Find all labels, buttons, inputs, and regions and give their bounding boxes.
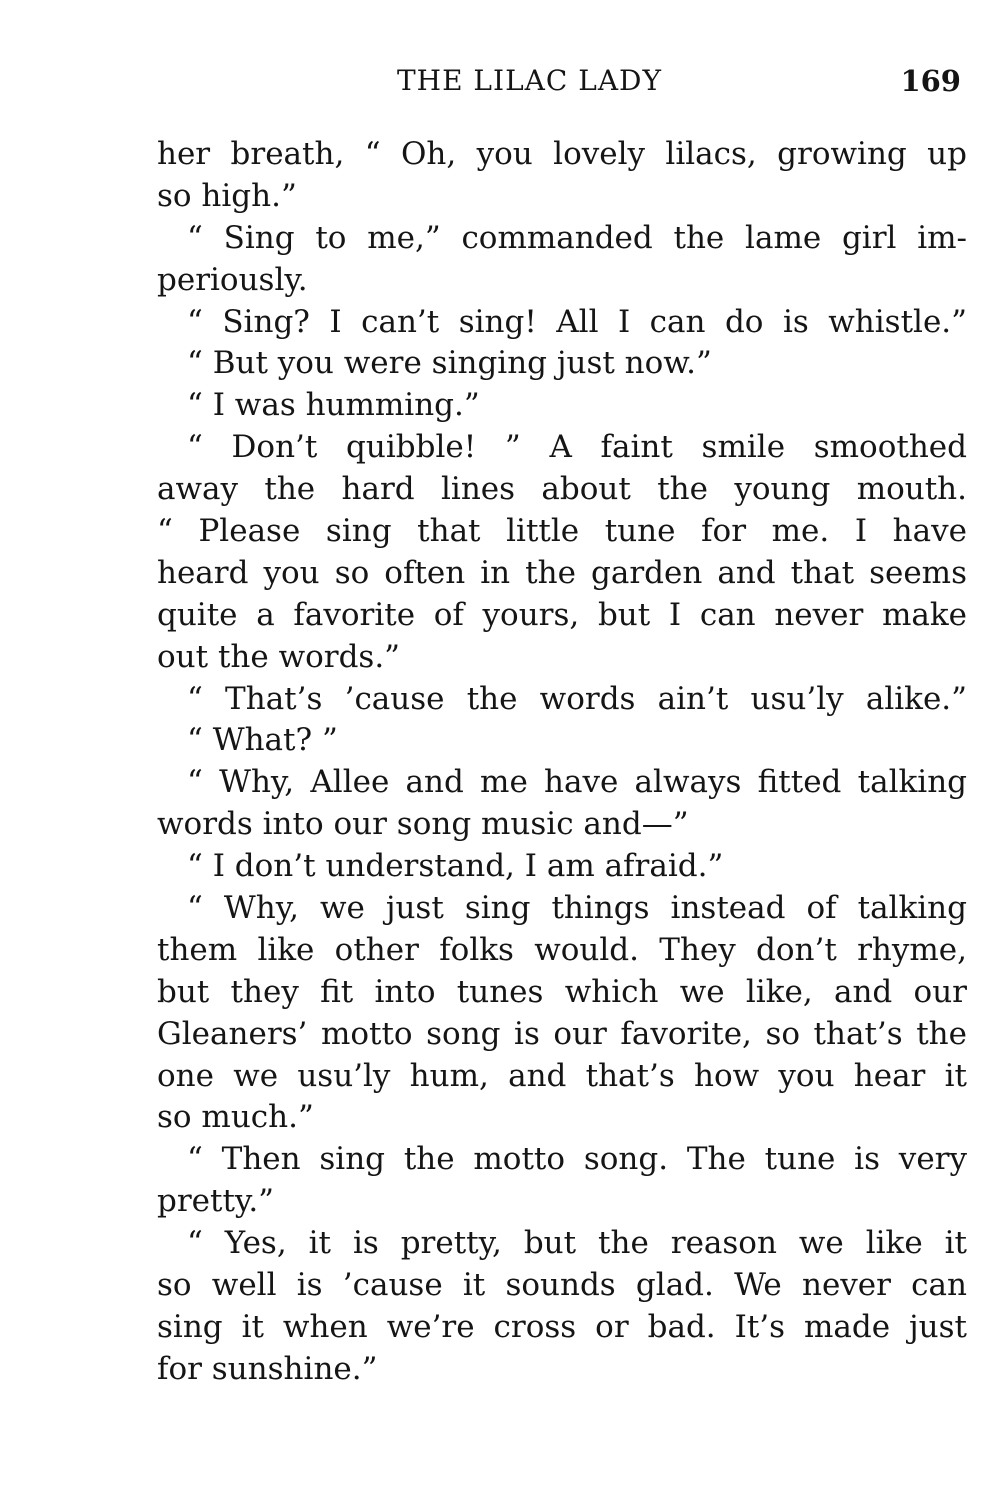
text-line: pretty.” <box>157 1183 275 1220</box>
page-header <box>157 58 967 104</box>
text-line: so high.” <box>157 177 297 214</box>
text-line: but they fit into tunes which we like, and our <box>157 973 967 1010</box>
text-line: “ I was humming.” <box>187 387 480 424</box>
text-line: “ Then sing the motto song. The tune is very <box>187 1141 967 1178</box>
text-line: “ Why, we just sing things instead of talking <box>187 890 967 927</box>
text-line: for sunshine.” <box>157 1350 378 1387</box>
text-line: “ That’s ’cause the words ain’t usu’ly alike.” <box>187 680 967 717</box>
body-text <box>157 134 967 1391</box>
text-line: “ Yes, it is pretty, but the reason we like it <box>187 1225 967 1262</box>
text-line: words into our song music and—” <box>157 806 689 843</box>
text-line: her breath, “ Oh, you lovely lilacs, growing up <box>157 136 967 172</box>
text-line: “ Please sing that little tune for me. I have <box>157 513 967 550</box>
text-line: “ Why, Allee and me have always fitted talking <box>187 764 967 801</box>
running-title: THE LILAC LADY <box>397 64 662 97</box>
text-line: periously. <box>157 261 308 298</box>
text-line: quite a favorite of yours, but I can never make <box>157 596 967 633</box>
text-line: out the words.” <box>157 638 401 675</box>
text-line: “ Don’t quibble! ” A faint smile smoothed <box>187 429 967 466</box>
text-line: “ But you were singing just now.” <box>187 345 712 382</box>
text-line: sing it when we’re cross or bad. It’s made just <box>157 1308 967 1345</box>
text-line: Gleaners’ motto song is our favorite, so that’s the <box>157 1015 967 1052</box>
text-line: heard you so often in the garden and that seems <box>157 554 967 591</box>
text-line: so much.” <box>157 1099 314 1136</box>
page-number: 169 <box>900 64 961 98</box>
text-line: “ Sing to me,” commanded the lame girl im- <box>187 219 967 256</box>
text-line: “ What? ” <box>187 722 338 759</box>
text-line: away the hard lines about the young mouth. <box>157 471 967 508</box>
text-line: “ Sing? I can’t sing! All I can do is whistle.” <box>187 303 967 340</box>
text-line: one we usu’ly hum, and that’s how you hear it <box>157 1057 967 1094</box>
text-line: “ I don’t understand, I am afraid.” <box>187 848 724 885</box>
text-line: them like other folks would. They don’t rhyme, <box>157 931 967 968</box>
text-line: so well is ’cause it sounds glad. We never can <box>157 1267 967 1304</box>
